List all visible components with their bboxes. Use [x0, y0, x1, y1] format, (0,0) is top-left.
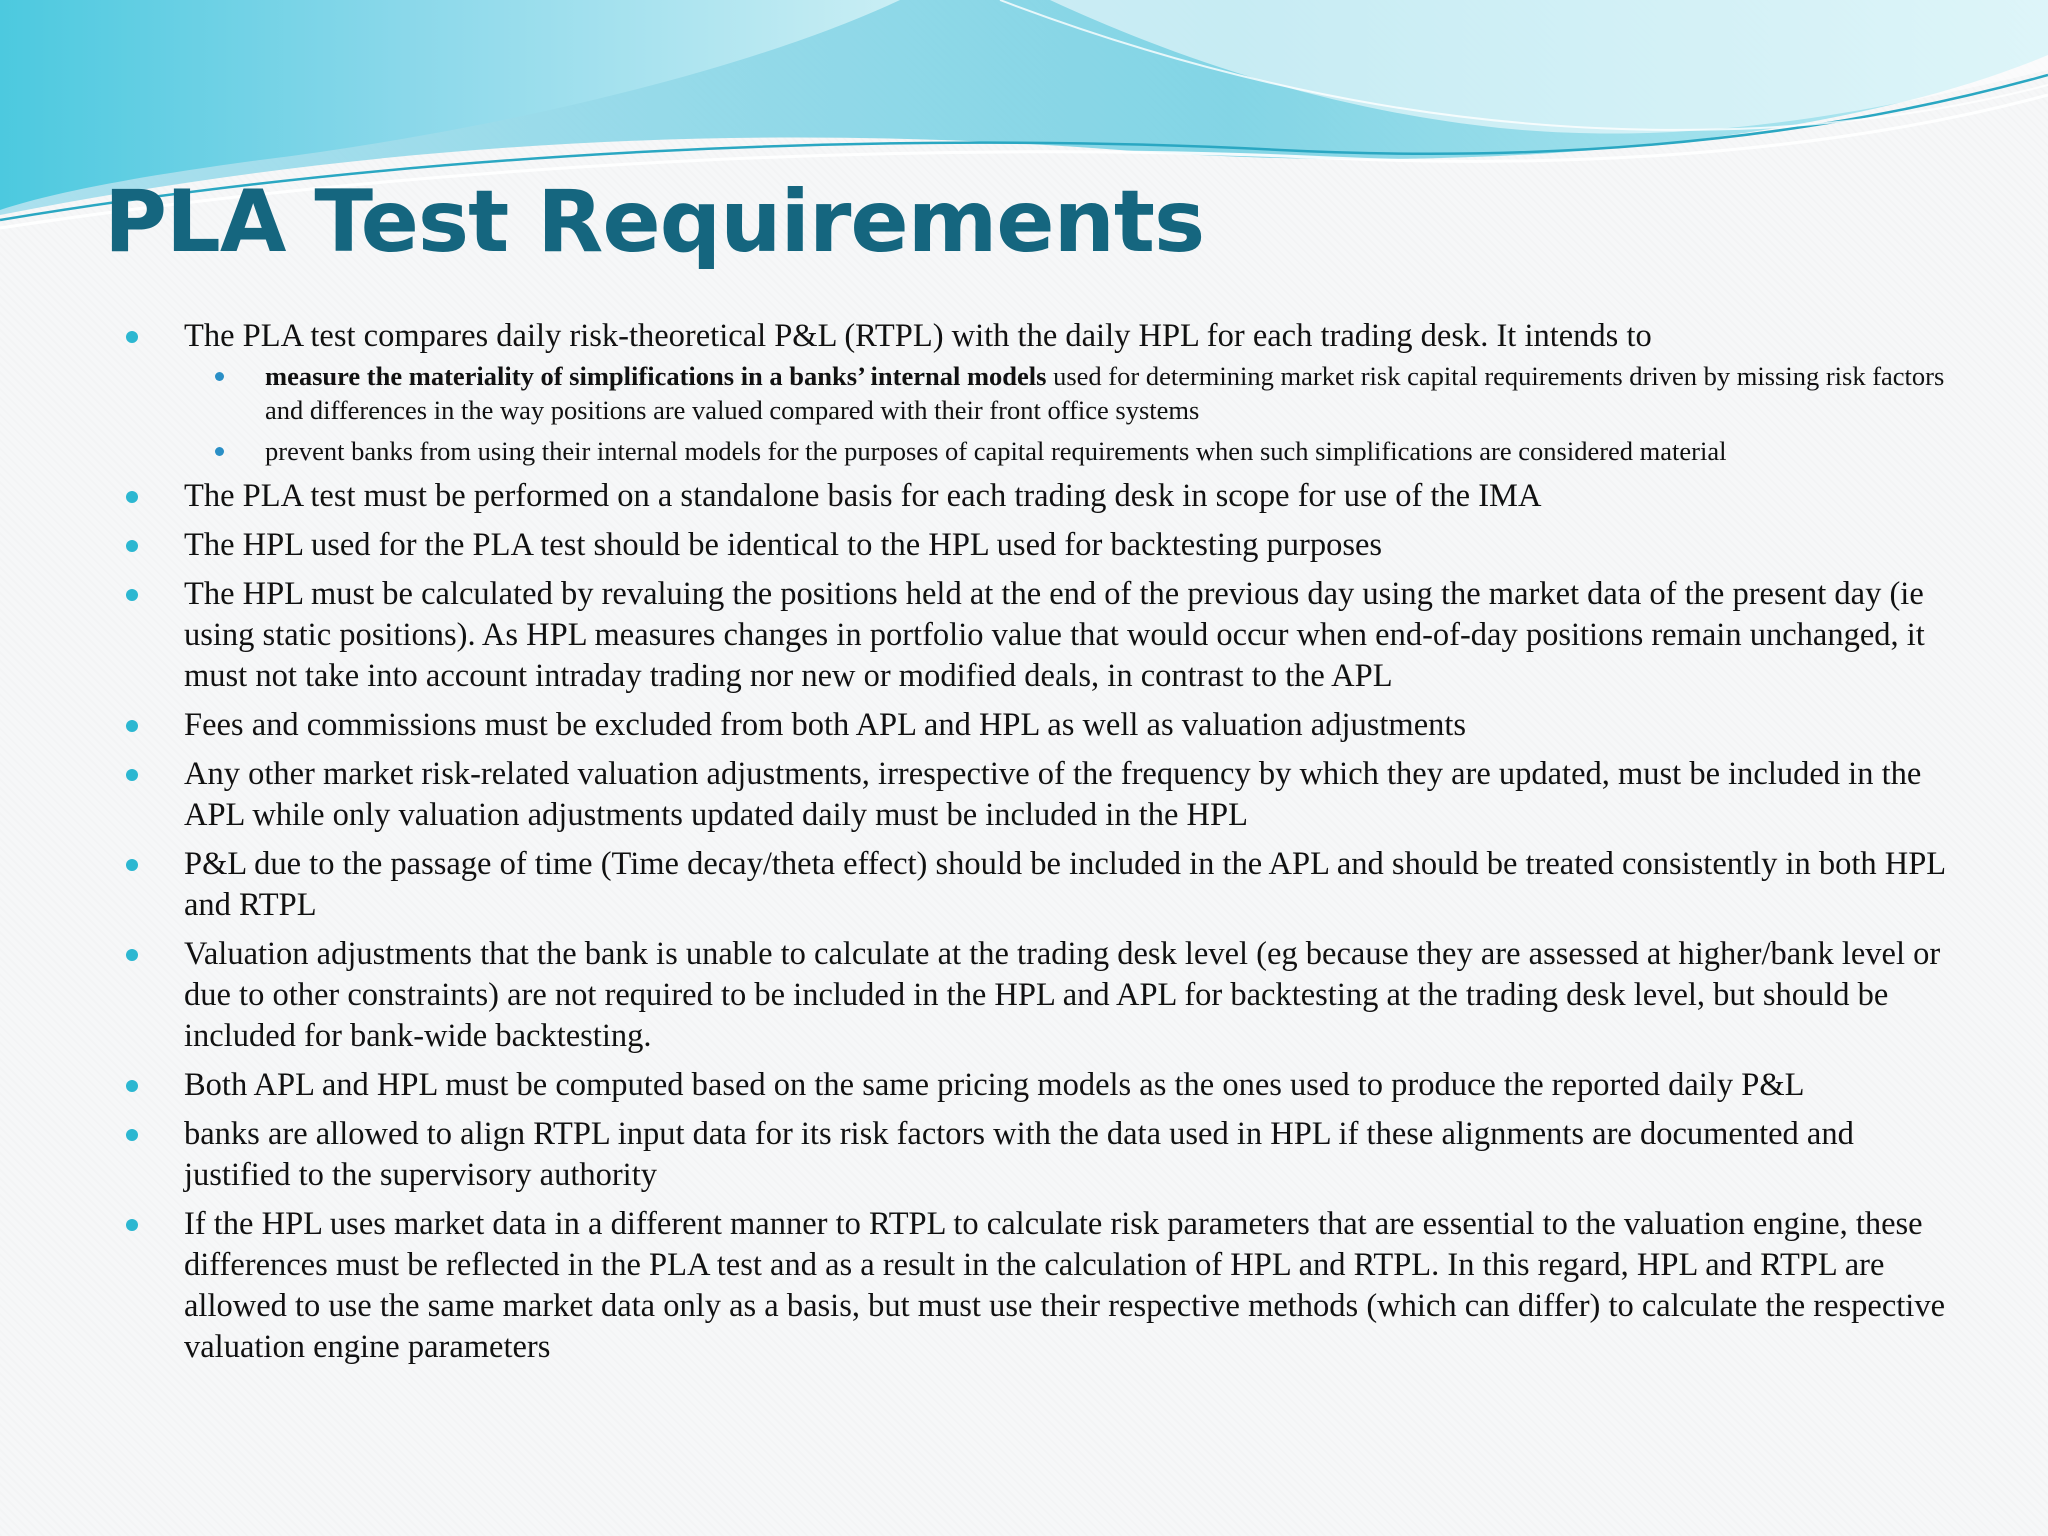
bullet-dot-icon [126, 720, 138, 732]
list-item-text: Any other market risk-related valuation adjustments, irrespective of the frequency by which they are updated, must be included in the APL while only valuation adjustments updated daily must be included in the HPL [184, 756, 1922, 833]
sub-bullet-dot-icon [215, 447, 224, 456]
list-item [120, 1204, 1950, 1368]
bullet-list [120, 316, 1950, 1376]
list-item-text: The HPL must be calculated by revaluing the positions held at the end of the previous day using the market data of the present day (ie using static positions). As HPL measures changes in portfolio value that would occur when end-of-day positions remain unchanged, it must not take into account intraday trading nor new or modified deals, in contrast to the APL [184, 576, 1925, 694]
bullet-dot-icon [126, 1080, 138, 1092]
bullet-dot-icon [126, 769, 138, 781]
bullet-dot-icon [126, 331, 138, 343]
list-item [120, 1114, 1950, 1196]
list-item-text: Both APL and HPL must be computed based on the same pricing models as the ones used to produce the reported daily P&L [184, 1067, 1805, 1103]
list-item [120, 525, 1950, 566]
bullet-dot-icon [126, 859, 138, 871]
list-item-text: banks are allowed to align RTPL input data for its risk factors with the data used in HPL if these alignments are documented and justified to the supervisory authority [184, 1116, 1854, 1193]
sub-bullet-list [184, 359, 1950, 468]
list-item [120, 934, 1950, 1057]
list-item-text: The PLA test must be performed on a standalone basis for each trading desk in scope for use of the IMA [184, 478, 1542, 514]
page-title: PLA Test Requirements [104, 172, 1205, 272]
bullet-dot-icon [126, 1129, 138, 1141]
bullet-dot-icon [126, 949, 138, 961]
list-item [120, 476, 1950, 517]
list-item-text: The PLA test compares daily risk-theoretical P&L (RTPL) with the daily HPL for each trading desk. It intends to [184, 318, 1652, 354]
list-item [120, 705, 1950, 746]
list-item-text: P&L due to the passage of time (Time decay/theta effect) should be included in the APL and should be treated consistently in both HPL and RTPL [184, 846, 1945, 923]
sub-list-item-text: used for determining market risk capital requirements driven by missing risk factors and differences in the way positions are valued compared with their front office systems [265, 361, 1945, 425]
sub-list-item-text: prevent banks from using their internal models for the purposes of capital requirements when such simplifications are considered material [265, 436, 1727, 466]
bullet-dot-icon [126, 540, 138, 552]
bullet-dot-icon [126, 1219, 138, 1231]
bullet-dot-icon [126, 491, 138, 503]
list-item-text: Valuation adjustments that the bank is unable to calculate at the trading desk level (eg because they are assessed at higher/bank level or due to other constraints) are not required to be included in the HPL and APL for backtesting at the trading desk level, but should be included for bank-wide backtesting. [184, 936, 1941, 1054]
sub-list-item-bold: measure the materiality of simplifications in a banks’ internal models [265, 361, 1047, 391]
list-item [120, 754, 1950, 836]
list-item [120, 844, 1950, 926]
list-item [120, 316, 1950, 468]
list-item-text: Fees and commissions must be excluded from both APL and HPL as well as valuation adjustments [184, 707, 1467, 743]
list-item [120, 574, 1950, 697]
bullet-dot-icon [126, 589, 138, 601]
list-item [120, 1065, 1950, 1106]
sub-list-item [184, 359, 1950, 427]
list-item-text: The HPL used for the PLA test should be identical to the HPL used for backtesting purposes [184, 527, 1383, 563]
sub-list-item [184, 434, 1950, 468]
list-item-text: If the HPL uses market data in a different manner to RTPL to calculate risk parameters that are essential to the valuation engine, these differences must be reflected in the PLA test and as a result in the calculation of HPL and RTPL. In this regard, HPL and RTPL are allowed to use the same market data only as a basis, but must use their respective methods (which can differ) to calculate the respective valuation engine parameters [184, 1206, 1946, 1365]
sub-bullet-dot-icon [215, 372, 224, 381]
